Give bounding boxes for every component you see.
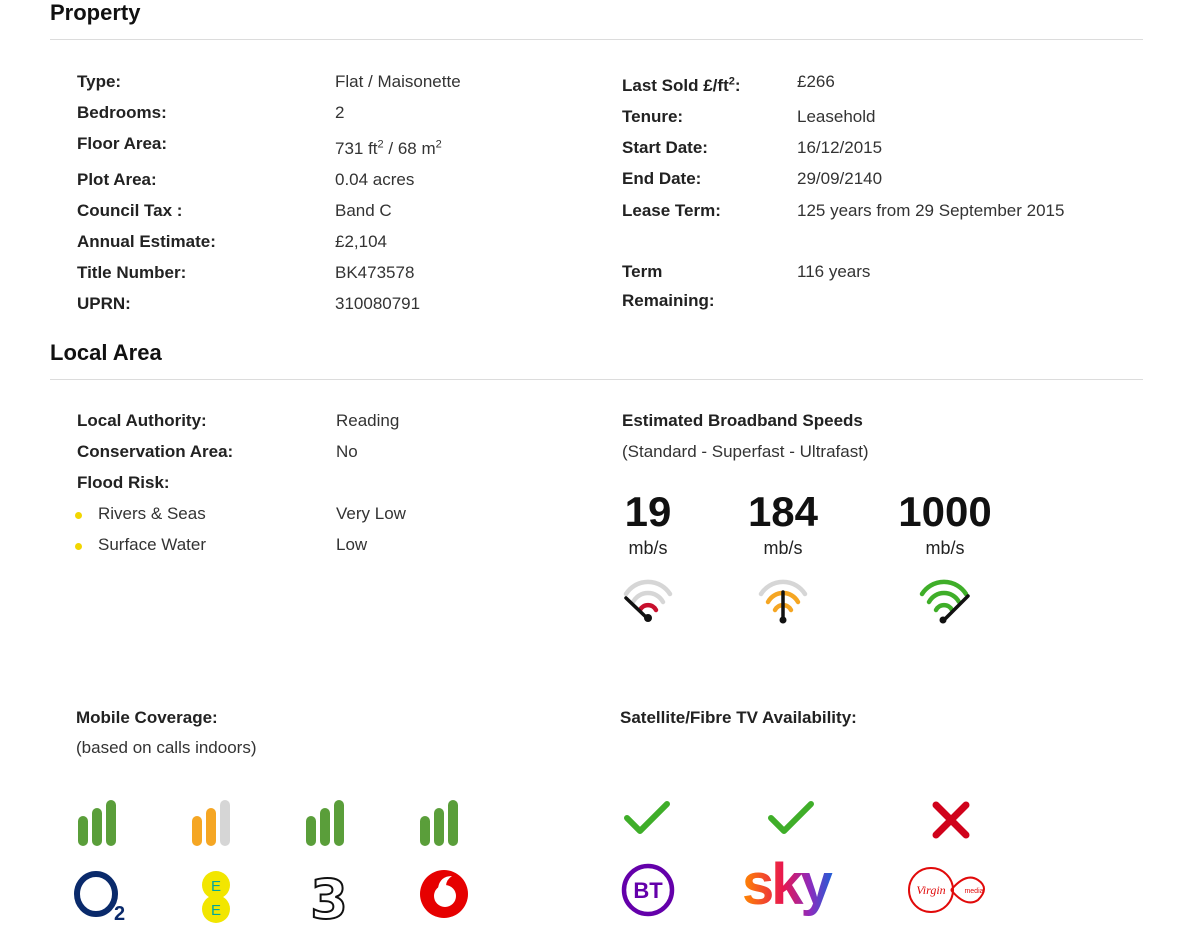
ee-signal-icon (190, 798, 240, 848)
ee-logo-icon (196, 868, 236, 926)
uprn-label: UPRN: (77, 294, 131, 313)
signal-bar (320, 808, 330, 846)
vodafone-signal-icon (418, 798, 468, 848)
annual-estimate-label: Annual Estimate: (77, 232, 216, 251)
flood-bullet-icon (75, 543, 82, 550)
conservation-area-value: No (336, 442, 358, 461)
speed-gauge-icon (916, 578, 972, 628)
start-date-label: Start Date: (622, 138, 708, 157)
plot-area-value: 0.04 acres (335, 170, 415, 189)
council-tax-label: Council Tax : (77, 201, 183, 220)
signal-bar (106, 800, 116, 846)
signal-bar (206, 808, 216, 846)
o2-logo-sub: 2 (114, 903, 126, 924)
bt-logo-icon (620, 862, 676, 918)
signal-bar (334, 800, 344, 846)
ultrafast-speed-unit: mb/s (925, 538, 965, 558)
vodafone-logo-icon (418, 868, 470, 920)
conservation-area-label: Conservation Area: (77, 442, 234, 461)
flood-risk-label: Flood Risk: (77, 473, 170, 492)
title-number-value: BK473578 (335, 263, 415, 282)
svg-text:3: 3 (310, 868, 348, 924)
surface-water-label: Surface Water (98, 535, 207, 554)
sky-logo-icon (740, 856, 850, 922)
three-logo-icon (306, 868, 352, 924)
title-number-label: Title Number: (77, 263, 187, 282)
tenure-label: Tenure: (622, 107, 684, 126)
tenure-value: Leasehold (797, 107, 876, 126)
rivers-seas-label: Rivers & Seas (98, 504, 206, 523)
term-remaining-label: Term Remaining: (622, 262, 715, 310)
signal-bar (420, 816, 430, 846)
rivers-seas-value: Very Low (336, 504, 406, 523)
superfast-speed-unit: mb/s (763, 538, 803, 558)
lease-term-label: Lease Term: (622, 201, 721, 220)
o2-logo-icon (72, 868, 132, 924)
plot-area-label: Plot Area: (77, 170, 157, 189)
lease-term-value: 125 years from 29 September 2015 (797, 201, 1065, 220)
broadband-subtitle: (Standard - Superfast - Ultrafast) (622, 442, 869, 461)
surface-water-value: Low (336, 535, 368, 554)
virgin-logo-sub: media (964, 888, 984, 895)
floor-area-label: Floor Area: (77, 134, 168, 153)
floor-area-value: 731 $ft^2 / 68$ $m^2$ (335, 138, 442, 158)
property-section-title: Property (50, 0, 141, 25)
check-icon (623, 798, 671, 838)
term-remaining-value: 116 years (797, 262, 871, 281)
type-value: Flat / Maisonette (335, 72, 461, 91)
superfast-speed-value: 184 (747, 488, 819, 535)
cross-icon (930, 799, 972, 841)
signal-bar (192, 816, 202, 846)
speed-gauge-icon (755, 578, 811, 628)
standard-speed-unit: mb/s (628, 538, 668, 558)
last-sold-label: Last Sold $£/ft^2$: (622, 75, 741, 95)
mobile-coverage-subtitle: (based on calls indoors) (76, 738, 257, 757)
three-signal-icon (304, 798, 354, 848)
last-sold-value: £266 (797, 72, 835, 91)
council-tax-value: Band C (335, 201, 392, 220)
signal-bar (434, 808, 444, 846)
bedrooms-label: Bedrooms: (77, 103, 167, 122)
bedrooms-value: 2 (335, 103, 345, 122)
broadband-title: Estimated Broadband Speeds (622, 411, 863, 430)
local-area-section-title: Local Area (50, 340, 162, 365)
annual-estimate-value: £2,104 (335, 232, 387, 251)
virgin-media-logo-icon (906, 862, 998, 918)
standard-speed (608, 490, 688, 562)
superfast-speed (733, 490, 833, 562)
local-authority-value: Reading (336, 411, 400, 430)
start-date-value: 16/12/2015 (797, 138, 883, 157)
signal-bar (220, 800, 230, 846)
end-date-value: 29/09/2140 (797, 169, 883, 188)
tv-availability-title: Satellite/Fibre TV Availability: (620, 708, 857, 727)
type-label: Type: (77, 72, 122, 91)
signal-bar (92, 808, 102, 846)
check-icon (767, 798, 815, 838)
property-divider (50, 39, 1143, 40)
mobile-coverage-title: Mobile Coverage: (76, 708, 218, 727)
signal-bar (306, 816, 316, 846)
local-authority-label: Local Authority: (77, 411, 207, 430)
end-date-label: End Date: (622, 169, 702, 188)
bt-logo-text: BT (633, 878, 663, 903)
flood-bullet-icon (75, 512, 82, 519)
ultrafast-speed-value: 1000 (898, 488, 992, 535)
virgin-logo-text: Virgin (916, 883, 946, 897)
local-area-divider (50, 379, 1143, 380)
standard-speed-value: 19 (624, 488, 672, 535)
svg-text:E: E (210, 902, 222, 919)
signal-bar (448, 800, 458, 846)
sky-logo-text: sky (742, 856, 830, 917)
svg-text:E: E (210, 878, 222, 895)
o2-signal-icon (76, 798, 126, 848)
ultrafast-speed (880, 490, 1010, 562)
signal-bar (78, 816, 88, 846)
speed-gauge-icon (620, 578, 676, 628)
uprn-value: 310080791 (335, 294, 421, 313)
